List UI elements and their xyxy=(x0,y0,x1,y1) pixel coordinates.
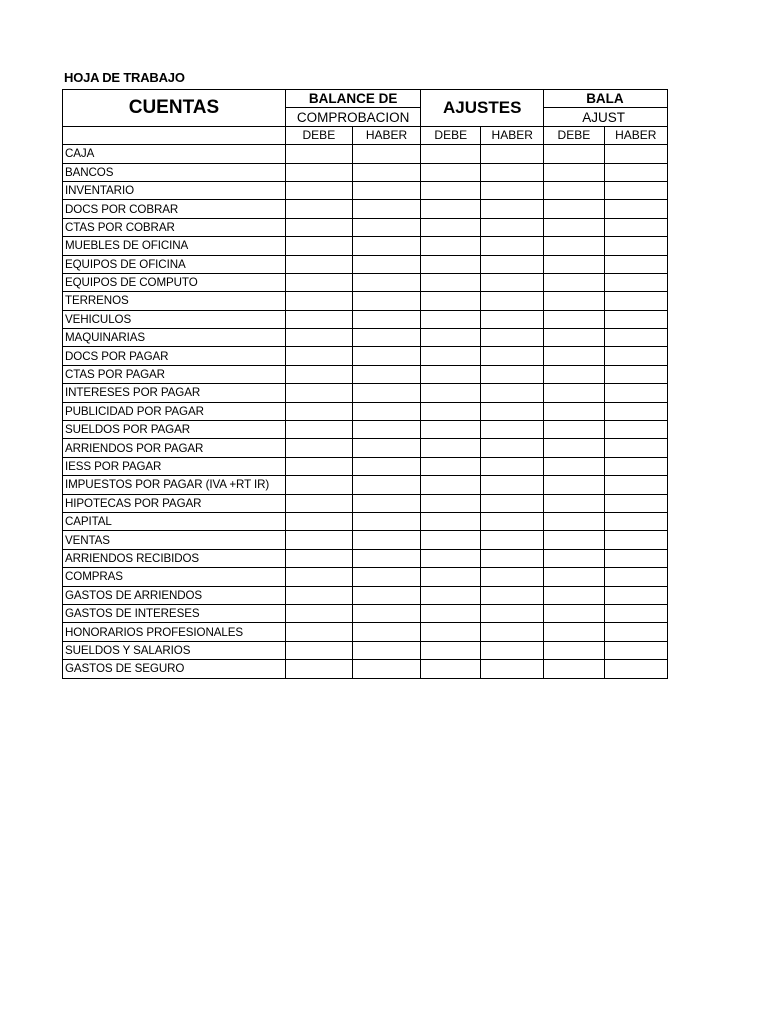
amount-cell-haber-balance-ajustado[interactable] xyxy=(604,531,667,549)
amount-cell-debe-ajustes[interactable] xyxy=(421,384,481,402)
header-balance-ajustado-line1[interactable]: BALA xyxy=(544,90,668,108)
amount-cell-haber-ajustes[interactable] xyxy=(481,402,544,420)
amount-cell-debe-balance[interactable] xyxy=(285,145,352,163)
account-name-cell[interactable]: DOCS POR PAGAR xyxy=(63,347,286,365)
account-name-cell[interactable]: CAPITAL xyxy=(63,512,286,530)
amount-cell-debe-balance-ajustado[interactable] xyxy=(544,402,604,420)
amount-cell-debe-ajustes[interactable] xyxy=(421,439,481,457)
amount-cell-debe-ajustes[interactable] xyxy=(421,347,481,365)
account-name-cell[interactable]: COMPRAS xyxy=(63,568,286,586)
amount-cell-debe-balance-ajustado[interactable] xyxy=(544,439,604,457)
amount-cell-debe-balance-ajustado[interactable] xyxy=(544,145,604,163)
amount-cell-haber-balance[interactable] xyxy=(352,604,420,622)
amount-cell-debe-ajustes[interactable] xyxy=(421,457,481,475)
amount-cell-debe-ajustes[interactable] xyxy=(421,549,481,567)
account-name-cell[interactable]: PUBLICIDAD POR PAGAR xyxy=(63,402,286,420)
amount-cell-haber-balance-ajustado[interactable] xyxy=(604,494,667,512)
amount-cell-haber-balance-ajustado[interactable] xyxy=(604,439,667,457)
amount-cell-debe-balance[interactable] xyxy=(285,365,352,383)
amount-cell-debe-balance-ajustado[interactable] xyxy=(544,531,604,549)
amount-cell-haber-balance[interactable] xyxy=(352,273,420,291)
amount-cell-debe-balance-ajustado[interactable] xyxy=(544,181,604,199)
account-row xyxy=(63,439,668,457)
amount-cell-haber-balance-ajustado[interactable] xyxy=(604,347,667,365)
amount-cell-haber-balance[interactable] xyxy=(352,365,420,383)
amount-cell-debe-balance[interactable] xyxy=(285,623,352,641)
worksheet-viewport xyxy=(62,89,668,689)
amount-cell-haber-ajustes[interactable] xyxy=(481,347,544,365)
amount-cell-debe-balance-ajustado[interactable] xyxy=(544,384,604,402)
amount-cell-haber-balance[interactable] xyxy=(352,476,420,494)
amount-cell-debe-balance-ajustado[interactable] xyxy=(544,200,604,218)
amount-cell-haber-ajustes[interactable] xyxy=(481,623,544,641)
amount-cell-debe-ajustes[interactable] xyxy=(421,145,481,163)
worksheet-table xyxy=(62,89,668,679)
amount-cell-debe-balance[interactable] xyxy=(285,273,352,291)
amount-cell-haber-balance[interactable] xyxy=(352,218,420,236)
account-name-cell[interactable]: CAJA xyxy=(63,145,286,163)
account-name-cell[interactable]: ARRIENDOS RECIBIDOS xyxy=(63,549,286,567)
amount-cell-haber-ajustes[interactable] xyxy=(481,292,544,310)
amount-cell-haber-ajustes[interactable] xyxy=(481,310,544,328)
account-row xyxy=(63,623,668,641)
header-cuentas[interactable]: CUENTAS xyxy=(63,90,286,127)
amount-cell-haber-balance-ajustado[interactable] xyxy=(604,660,667,678)
amount-cell-debe-ajustes[interactable] xyxy=(421,402,481,420)
account-name-cell[interactable]: VENTAS xyxy=(63,531,286,549)
account-row xyxy=(63,273,668,291)
amount-cell-debe-balance-ajustado[interactable] xyxy=(544,457,604,475)
amount-cell-debe-ajustes[interactable] xyxy=(421,512,481,530)
header-haber-balance[interactable]: HABER xyxy=(352,126,420,144)
account-row xyxy=(63,292,668,310)
account-name-cell[interactable]: GASTOS DE SEGURO xyxy=(63,660,286,678)
amount-cell-haber-balance-ajustado[interactable] xyxy=(604,604,667,622)
amount-cell-haber-balance-ajustado[interactable] xyxy=(604,329,667,347)
amount-cell-debe-balance-ajustado[interactable] xyxy=(544,347,604,365)
amount-cell-haber-balance[interactable] xyxy=(352,255,420,273)
amount-cell-haber-ajustes[interactable] xyxy=(481,641,544,659)
amount-cell-haber-balance-ajustado[interactable] xyxy=(604,365,667,383)
account-name-cell[interactable]: CTAS POR COBRAR xyxy=(63,218,286,236)
account-row xyxy=(63,384,668,402)
amount-cell-haber-balance-ajustado[interactable] xyxy=(604,476,667,494)
header-debe-balance[interactable]: DEBE xyxy=(285,126,352,144)
account-name-cell[interactable]: CTAS POR PAGAR xyxy=(63,365,286,383)
account-name-cell[interactable]: SUELDOS Y SALARIOS xyxy=(63,641,286,659)
amount-cell-debe-ajustes[interactable] xyxy=(421,531,481,549)
amount-cell-debe-balance-ajustado[interactable] xyxy=(544,237,604,255)
account-name-cell[interactable]: GASTOS DE INTERESES xyxy=(63,604,286,622)
amount-cell-haber-balance-ajustado[interactable] xyxy=(604,549,667,567)
account-name-cell[interactable]: HIPOTECAS POR PAGAR xyxy=(63,494,286,512)
amount-cell-debe-ajustes[interactable] xyxy=(421,218,481,236)
amount-cell-debe-balance[interactable] xyxy=(285,310,352,328)
amount-cell-debe-balance-ajustado[interactable] xyxy=(544,292,604,310)
account-row xyxy=(63,476,668,494)
amount-cell-haber-ajustes[interactable] xyxy=(481,604,544,622)
account-row xyxy=(63,200,668,218)
account-row xyxy=(63,181,668,199)
amount-cell-haber-ajustes[interactable] xyxy=(481,200,544,218)
amount-cell-debe-ajustes[interactable] xyxy=(421,641,481,659)
amount-cell-haber-ajustes[interactable] xyxy=(481,660,544,678)
amount-cell-haber-ajustes[interactable] xyxy=(481,384,544,402)
amount-cell-haber-ajustes[interactable] xyxy=(481,218,544,236)
amount-cell-haber-ajustes[interactable] xyxy=(481,549,544,567)
amount-cell-haber-balance[interactable] xyxy=(352,163,420,181)
amount-cell-haber-balance-ajustado[interactable] xyxy=(604,512,667,530)
account-row xyxy=(63,660,668,678)
amount-cell-haber-ajustes[interactable] xyxy=(481,365,544,383)
header-haber-ajustes[interactable]: HABER xyxy=(481,126,544,144)
amount-cell-debe-balance[interactable] xyxy=(285,586,352,604)
amount-cell-debe-ajustes[interactable] xyxy=(421,660,481,678)
account-name-cell[interactable]: MUEBLES DE OFICINA xyxy=(63,237,286,255)
amount-cell-debe-balance-ajustado[interactable] xyxy=(544,604,604,622)
header-ajustes[interactable]: AJUSTES xyxy=(421,90,544,127)
amount-cell-debe-ajustes[interactable] xyxy=(421,255,481,273)
account-name-cell[interactable]: EQUIPOS DE COMPUTO xyxy=(63,273,286,291)
amount-cell-debe-balance-ajustado[interactable] xyxy=(544,660,604,678)
account-row xyxy=(63,237,668,255)
amount-cell-debe-balance-ajustado[interactable] xyxy=(544,273,604,291)
amount-cell-debe-balance[interactable] xyxy=(285,641,352,659)
amount-cell-debe-balance[interactable] xyxy=(285,660,352,678)
account-row xyxy=(63,457,668,475)
amount-cell-debe-balance-ajustado[interactable] xyxy=(544,512,604,530)
amount-cell-debe-balance[interactable] xyxy=(285,292,352,310)
amount-cell-haber-balance[interactable] xyxy=(352,237,420,255)
amount-cell-debe-ajustes[interactable] xyxy=(421,310,481,328)
amount-cell-debe-ajustes[interactable] xyxy=(421,568,481,586)
amount-cell-debe-ajustes[interactable] xyxy=(421,237,481,255)
account-name-cell[interactable]: BANCOS xyxy=(63,163,286,181)
header-haber-balance-ajustado[interactable]: HABER xyxy=(604,126,667,144)
amount-cell-debe-balance-ajustado[interactable] xyxy=(544,494,604,512)
account-row xyxy=(63,145,668,163)
amount-cell-haber-balance-ajustado[interactable] xyxy=(604,237,667,255)
account-name-cell[interactable]: GASTOS DE ARRIENDOS xyxy=(63,586,286,604)
amount-cell-debe-balance[interactable] xyxy=(285,329,352,347)
header-balance-ajustado-line2[interactable]: AJUST xyxy=(544,108,668,126)
amount-cell-haber-balance[interactable] xyxy=(352,494,420,512)
amount-cell-debe-balance-ajustado[interactable] xyxy=(544,476,604,494)
amount-cell-haber-balance[interactable] xyxy=(352,623,420,641)
amount-cell-haber-ajustes[interactable] xyxy=(481,163,544,181)
amount-cell-debe-balance[interactable] xyxy=(285,347,352,365)
account-row xyxy=(63,310,668,328)
amount-cell-haber-balance[interactable] xyxy=(352,310,420,328)
amount-cell-haber-balance[interactable] xyxy=(352,421,420,439)
account-row xyxy=(63,255,668,273)
amount-cell-debe-balance[interactable] xyxy=(285,604,352,622)
amount-cell-haber-balance[interactable] xyxy=(352,145,420,163)
amount-cell-haber-balance-ajustado[interactable] xyxy=(604,457,667,475)
account-name-cell[interactable]: IESS POR PAGAR xyxy=(63,457,286,475)
account-row xyxy=(63,365,668,383)
amount-cell-debe-balance[interactable] xyxy=(285,255,352,273)
amount-cell-haber-ajustes[interactable] xyxy=(481,512,544,530)
amount-cell-haber-balance-ajustado[interactable] xyxy=(604,292,667,310)
account-row xyxy=(63,641,668,659)
amount-cell-haber-balance[interactable] xyxy=(352,641,420,659)
amount-cell-debe-balance-ajustado[interactable] xyxy=(544,218,604,236)
header-debe-ajustes[interactable]: DEBE xyxy=(421,126,481,144)
amount-cell-haber-ajustes[interactable] xyxy=(481,255,544,273)
account-name-cell[interactable]: HONORARIOS PROFESIONALES xyxy=(63,623,286,641)
amount-cell-debe-balance[interactable] xyxy=(285,531,352,549)
amount-cell-debe-balance[interactable] xyxy=(285,163,352,181)
amount-cell-debe-balance[interactable] xyxy=(285,457,352,475)
account-name-cell[interactable]: ARRIENDOS POR PAGAR xyxy=(63,439,286,457)
account-name-cell[interactable]: IMPUESTOS POR PAGAR (IVA +RT IR) xyxy=(63,476,286,494)
account-name-cell[interactable]: INTERESES POR PAGAR xyxy=(63,384,286,402)
amount-cell-haber-balance-ajustado[interactable] xyxy=(604,181,667,199)
amount-cell-debe-balance-ajustado[interactable] xyxy=(544,586,604,604)
amount-cell-haber-balance[interactable] xyxy=(352,457,420,475)
amount-cell-debe-balance[interactable] xyxy=(285,494,352,512)
amount-cell-debe-ajustes[interactable] xyxy=(421,163,481,181)
amount-cell-debe-balance-ajustado[interactable] xyxy=(544,623,604,641)
amount-cell-debe-balance[interactable] xyxy=(285,181,352,199)
header-debe-balance-ajustado[interactable]: DEBE xyxy=(544,126,604,144)
amount-cell-haber-balance-ajustado[interactable] xyxy=(604,402,667,420)
account-name-cell[interactable]: TERRENOS xyxy=(63,292,286,310)
amount-cell-debe-balance[interactable] xyxy=(285,476,352,494)
account-row xyxy=(63,402,668,420)
amount-cell-debe-ajustes[interactable] xyxy=(421,273,481,291)
amount-cell-debe-balance[interactable] xyxy=(285,384,352,402)
amount-cell-haber-balance[interactable] xyxy=(352,586,420,604)
header-balance-comprobacion-line2[interactable]: COMPROBACION xyxy=(285,108,420,126)
header-balance-comprobacion-line1[interactable]: BALANCE DE xyxy=(285,90,420,108)
amount-cell-debe-ajustes[interactable] xyxy=(421,476,481,494)
amount-cell-debe-balance-ajustado[interactable] xyxy=(544,641,604,659)
amount-cell-haber-balance-ajustado[interactable] xyxy=(604,421,667,439)
amount-cell-debe-ajustes[interactable] xyxy=(421,181,481,199)
account-row xyxy=(63,421,668,439)
amount-cell-haber-balance-ajustado[interactable] xyxy=(604,586,667,604)
account-row xyxy=(63,347,668,365)
amount-cell-haber-balance[interactable] xyxy=(352,549,420,567)
amount-cell-haber-balance[interactable] xyxy=(352,329,420,347)
amount-cell-debe-balance-ajustado[interactable] xyxy=(544,568,604,586)
amount-cell-haber-balance-ajustado[interactable] xyxy=(604,145,667,163)
amount-cell-haber-balance[interactable] xyxy=(352,200,420,218)
amount-cell-debe-balance[interactable] xyxy=(285,218,352,236)
account-row xyxy=(63,568,668,586)
amount-cell-haber-balance-ajustado[interactable] xyxy=(604,255,667,273)
account-name-cell[interactable]: SUELDOS POR PAGAR xyxy=(63,421,286,439)
account-name-cell[interactable]: VEHICULOS xyxy=(63,310,286,328)
account-row xyxy=(63,512,668,530)
amount-cell-haber-ajustes[interactable] xyxy=(481,494,544,512)
account-row xyxy=(63,531,668,549)
amount-cell-haber-balance-ajustado[interactable] xyxy=(604,218,667,236)
header-empty-cell[interactable] xyxy=(63,126,286,144)
account-name-cell[interactable]: INVENTARIO xyxy=(63,181,286,199)
amount-cell-haber-ajustes[interactable] xyxy=(481,329,544,347)
amount-cell-haber-balance[interactable] xyxy=(352,568,420,586)
account-row xyxy=(63,329,668,347)
sheet-title: HOJA DE TRABAJO xyxy=(64,70,185,85)
amount-cell-debe-ajustes[interactable] xyxy=(421,586,481,604)
amount-cell-debe-balance-ajustado[interactable] xyxy=(544,255,604,273)
amount-cell-haber-balance-ajustado[interactable] xyxy=(604,163,667,181)
amount-cell-debe-balance[interactable] xyxy=(285,568,352,586)
amount-cell-haber-balance[interactable] xyxy=(352,402,420,420)
amount-cell-debe-balance[interactable] xyxy=(285,402,352,420)
amount-cell-debe-balance[interactable] xyxy=(285,421,352,439)
amount-cell-haber-balance[interactable] xyxy=(352,347,420,365)
amount-cell-debe-balance[interactable] xyxy=(285,237,352,255)
amount-cell-haber-ajustes[interactable] xyxy=(481,145,544,163)
amount-cell-haber-balance[interactable] xyxy=(352,181,420,199)
amount-cell-debe-balance[interactable] xyxy=(285,512,352,530)
amount-cell-haber-ajustes[interactable] xyxy=(481,457,544,475)
amount-cell-debe-balance-ajustado[interactable] xyxy=(544,421,604,439)
amount-cell-haber-ajustes[interactable] xyxy=(481,568,544,586)
amount-cell-haber-balance-ajustado[interactable] xyxy=(604,200,667,218)
amount-cell-debe-balance[interactable] xyxy=(285,549,352,567)
amount-cell-haber-ajustes[interactable] xyxy=(481,421,544,439)
amount-cell-haber-balance[interactable] xyxy=(352,384,420,402)
amount-cell-haber-ajustes[interactable] xyxy=(481,586,544,604)
amount-cell-haber-balance[interactable] xyxy=(352,439,420,457)
account-name-cell[interactable]: EQUIPOS DE OFICINA xyxy=(63,255,286,273)
amount-cell-haber-balance-ajustado[interactable] xyxy=(604,641,667,659)
account-row xyxy=(63,604,668,622)
amount-cell-haber-balance-ajustado[interactable] xyxy=(604,384,667,402)
account-name-cell[interactable]: DOCS POR COBRAR xyxy=(63,200,286,218)
amount-cell-haber-balance[interactable] xyxy=(352,531,420,549)
account-row xyxy=(63,494,668,512)
amount-cell-debe-balance-ajustado[interactable] xyxy=(544,163,604,181)
amount-cell-haber-ajustes[interactable] xyxy=(481,273,544,291)
amount-cell-haber-balance-ajustado[interactable] xyxy=(604,568,667,586)
amount-cell-debe-ajustes[interactable] xyxy=(421,292,481,310)
account-name-cell[interactable]: MAQUINARIAS xyxy=(63,329,286,347)
amount-cell-debe-ajustes[interactable] xyxy=(421,494,481,512)
amount-cell-debe-balance-ajustado[interactable] xyxy=(544,310,604,328)
amount-cell-debe-ajustes[interactable] xyxy=(421,329,481,347)
amount-cell-haber-ajustes[interactable] xyxy=(481,181,544,199)
amount-cell-debe-balance[interactable] xyxy=(285,200,352,218)
amount-cell-haber-balance-ajustado[interactable] xyxy=(604,273,667,291)
amount-cell-debe-ajustes[interactable] xyxy=(421,623,481,641)
amount-cell-debe-balance-ajustado[interactable] xyxy=(544,549,604,567)
amount-cell-debe-balance-ajustado[interactable] xyxy=(544,329,604,347)
amount-cell-haber-balance[interactable] xyxy=(352,512,420,530)
amount-cell-debe-balance[interactable] xyxy=(285,439,352,457)
amount-cell-debe-ajustes[interactable] xyxy=(421,421,481,439)
amount-cell-haber-balance[interactable] xyxy=(352,660,420,678)
amount-cell-haber-ajustes[interactable] xyxy=(481,531,544,549)
amount-cell-haber-ajustes[interactable] xyxy=(481,237,544,255)
amount-cell-haber-balance-ajustado[interactable] xyxy=(604,623,667,641)
amount-cell-debe-ajustes[interactable] xyxy=(421,200,481,218)
amount-cell-haber-balance[interactable] xyxy=(352,292,420,310)
amount-cell-debe-balance-ajustado[interactable] xyxy=(544,365,604,383)
amount-cell-haber-ajustes[interactable] xyxy=(481,439,544,457)
account-row xyxy=(63,586,668,604)
amount-cell-haber-balance-ajustado[interactable] xyxy=(604,310,667,328)
account-row xyxy=(63,163,668,181)
amount-cell-debe-ajustes[interactable] xyxy=(421,604,481,622)
amount-cell-debe-ajustes[interactable] xyxy=(421,365,481,383)
amount-cell-haber-ajustes[interactable] xyxy=(481,476,544,494)
account-row xyxy=(63,549,668,567)
account-row xyxy=(63,218,668,236)
